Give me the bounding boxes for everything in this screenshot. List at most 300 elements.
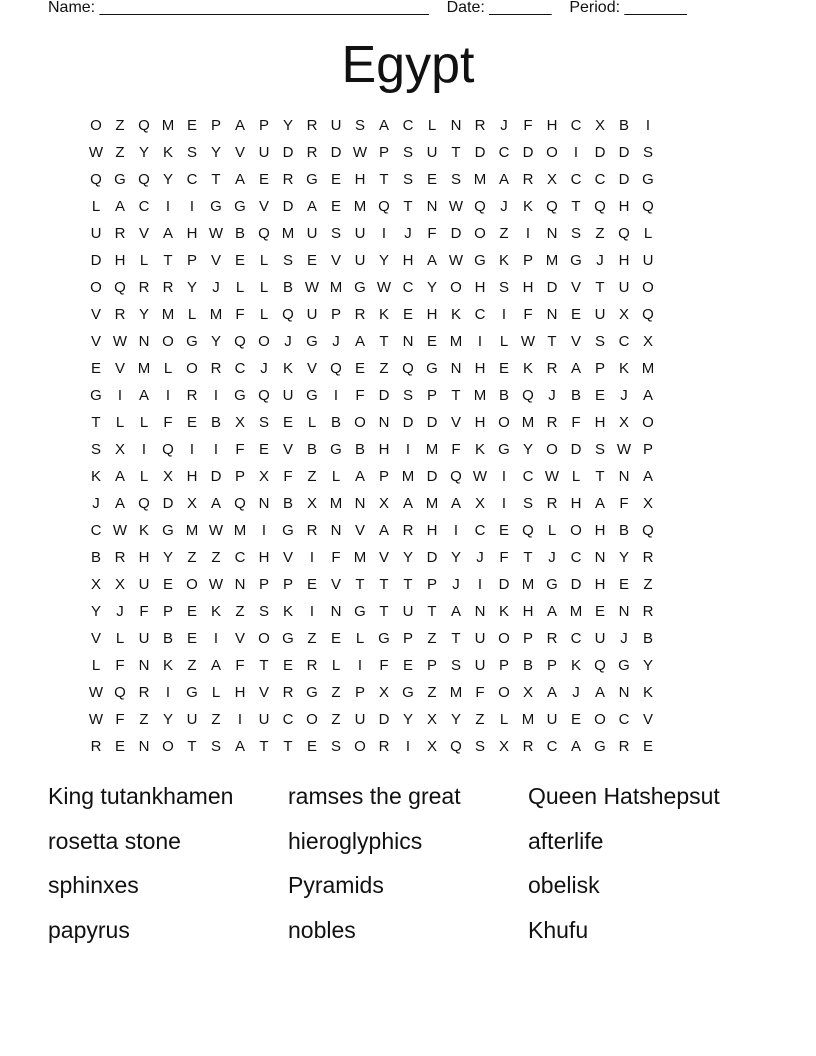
grid-letter: R (138, 279, 150, 296)
grid-letter: D (570, 441, 582, 458)
grid-letter: I (189, 441, 195, 458)
grid-letter: T (163, 252, 173, 269)
grid-letter: D (618, 171, 630, 188)
word-list-item: Khufu (528, 916, 589, 943)
grid-letter: H (594, 414, 606, 431)
grid-row (84, 517, 732, 544)
grid-letter: P (282, 576, 293, 593)
grid-letter: T (259, 657, 269, 674)
grid-letter: A (354, 468, 365, 485)
grid-letter: M (233, 522, 247, 539)
grid-letter: L (259, 279, 269, 296)
grid-letter: Z (115, 144, 125, 161)
grid-letter: Y (402, 711, 413, 728)
grid-letter: V (306, 360, 317, 377)
grid-letter: U (258, 144, 270, 161)
grid-letter: S (210, 738, 221, 755)
grid-letter: B (570, 387, 581, 404)
grid-letter: I (645, 117, 651, 134)
grid-letter: Z (235, 603, 245, 620)
grid-letter: A (642, 468, 653, 485)
grid-letter: R (378, 738, 390, 755)
grid-letter: A (234, 738, 245, 755)
grid-letter: U (354, 711, 366, 728)
grid-letter: E (426, 333, 437, 350)
grid-row (84, 544, 732, 571)
grid-letter: Z (475, 711, 485, 728)
grid-letter: K (378, 306, 389, 323)
grid-letter: Z (211, 711, 221, 728)
grid-letter: P (522, 630, 533, 647)
grid-letter: B (618, 117, 629, 134)
grid-letter: S (450, 171, 461, 188)
word-list-item: obelisk (528, 872, 600, 898)
grid-letter: B (618, 522, 629, 539)
grid-letter: C (282, 711, 294, 728)
grid-letter: F (163, 414, 173, 431)
grid-letter: A (450, 495, 461, 512)
grid-letter: S (90, 441, 101, 458)
grid-letter: H (618, 252, 630, 269)
grid-letter: V (258, 198, 269, 215)
grid-letter: C (402, 117, 414, 134)
grid-letter: V (258, 684, 269, 701)
grid-letter: N (402, 333, 414, 350)
grid-letter: Q (378, 198, 390, 215)
grid-letter: H (114, 252, 126, 269)
grid-letter: Y (162, 711, 173, 728)
grid-letter: P (426, 576, 437, 593)
grid-letter: M (353, 198, 367, 215)
grid-letter: C (474, 306, 486, 323)
grid-letter: C (474, 522, 486, 539)
grid-letter: K (570, 657, 581, 674)
grid-row (84, 301, 732, 328)
grid-letter: Q (90, 171, 102, 188)
grid-letter: F (427, 225, 437, 242)
grid-letter: R (546, 360, 558, 377)
grid-letter: R (114, 549, 126, 566)
grid-letter: N (138, 333, 150, 350)
grid-letter: L (259, 306, 269, 323)
grid-letter: O (354, 414, 366, 431)
grid-row (84, 274, 732, 301)
grid-letter: I (165, 684, 171, 701)
grid-letter: K (282, 360, 293, 377)
grid-letter: R (354, 306, 366, 323)
grid-letter: T (259, 738, 269, 755)
grid-letter: A (114, 495, 125, 512)
grid-letter: U (594, 306, 606, 323)
grid-letter: I (453, 522, 459, 539)
grid-letter: H (426, 522, 438, 539)
grid-letter: E (90, 360, 101, 377)
grid-letter: E (306, 738, 317, 755)
grid-letter: R (186, 387, 198, 404)
grid-letter: K (618, 360, 629, 377)
grid-letter: O (642, 279, 654, 296)
grid-letter: L (139, 252, 149, 269)
grid-letter: O (498, 684, 510, 701)
grid-letter: W (352, 144, 368, 161)
grid-letter: M (329, 495, 343, 512)
grid-letter: A (114, 468, 125, 485)
grid-letter: P (522, 252, 533, 269)
grid-letter: H (186, 468, 198, 485)
grid-letter: A (402, 495, 413, 512)
grid-letter: D (426, 414, 438, 431)
grid-letter: H (378, 441, 390, 458)
grid-letter: I (405, 738, 411, 755)
grid-letter: J (212, 279, 220, 296)
grid-letter: V (90, 333, 101, 350)
grid-letter: N (138, 657, 150, 674)
grid-letter: F (523, 306, 533, 323)
grid-letter: C (618, 333, 630, 350)
grid-letter: W (208, 225, 224, 242)
grid-letter: K (474, 441, 485, 458)
grid-letter: M (281, 225, 295, 242)
grid-letter: C (594, 171, 606, 188)
grid-letter: B (162, 630, 173, 647)
grid-letter: X (618, 306, 629, 323)
grid-letter: Q (642, 306, 654, 323)
grid-letter: E (186, 603, 197, 620)
grid-letter: P (378, 144, 389, 161)
grid-letter: Y (90, 603, 101, 620)
grid-letter: V (138, 225, 149, 242)
grid-letter: Q (162, 441, 174, 458)
grid-letter: P (258, 117, 269, 134)
grid-letter: D (402, 414, 414, 431)
grid-row (84, 355, 732, 382)
grid-letter: E (594, 603, 605, 620)
grid-letter: E (618, 576, 629, 593)
grid-letter: Y (162, 549, 173, 566)
grid-letter: Q (450, 468, 462, 485)
grid-letter: M (329, 279, 343, 296)
grid-letter: H (402, 252, 414, 269)
grid-letter: Q (282, 306, 294, 323)
grid-letter: I (141, 441, 147, 458)
grid-letter: Z (331, 711, 341, 728)
grid-letter: J (404, 225, 412, 242)
grid-letter: L (307, 414, 317, 431)
grid-letter: Q (522, 387, 534, 404)
grid-letter: Q (642, 198, 654, 215)
grid-letter: G (90, 387, 102, 404)
grid-letter: T (427, 603, 437, 620)
grid-letter: X (306, 495, 317, 512)
grid-letter: B (330, 414, 341, 431)
grid-letter: O (90, 117, 102, 134)
grid-letter: Z (427, 630, 437, 647)
grid-letter: B (234, 225, 245, 242)
grid-letter: G (594, 738, 606, 755)
grid-letter: W (616, 441, 632, 458)
grid-letter: L (499, 711, 509, 728)
grid-letter: D (282, 144, 294, 161)
grid-letter: G (114, 171, 126, 188)
grid-letter: L (571, 468, 581, 485)
grid-letter: Y (450, 711, 461, 728)
grid-letter: G (378, 630, 390, 647)
grid-letter: P (378, 468, 389, 485)
grid-letter: F (115, 657, 125, 674)
grid-letter: G (498, 441, 510, 458)
grid-letter: N (618, 603, 630, 620)
word-list-item: Pyramids (288, 872, 384, 898)
grid-letter: T (451, 630, 461, 647)
grid-letter: M (401, 468, 415, 485)
grid-row (84, 571, 732, 598)
letter-grid (84, 112, 732, 760)
grid-letter: D (546, 279, 558, 296)
word-list-item: afterlife (528, 827, 604, 854)
grid-letter: K (498, 252, 509, 269)
grid-letter: L (211, 684, 221, 701)
grid-letter: M (545, 252, 559, 269)
grid-letter: P (354, 684, 365, 701)
grid-letter: Y (138, 306, 149, 323)
grid-letter: U (306, 225, 318, 242)
grid-letter: X (594, 117, 605, 134)
grid-letter: R (546, 495, 558, 512)
grid-letter: P (330, 306, 341, 323)
grid-letter: U (186, 711, 198, 728)
grid-letter: N (138, 738, 150, 755)
grid-letter: X (522, 684, 533, 701)
grid-letter: H (426, 306, 438, 323)
grid-letter: G (354, 603, 366, 620)
grid-letter: I (213, 441, 219, 458)
grid-letter: D (330, 144, 342, 161)
grid-letter: O (450, 279, 462, 296)
grid-letter: E (186, 117, 197, 134)
grid-letter: M (569, 603, 583, 620)
grid-letter: V (354, 522, 365, 539)
grid-letter: T (523, 549, 533, 566)
grid-letter: D (90, 252, 102, 269)
grid-letter: Z (139, 711, 149, 728)
grid-letter: U (642, 252, 654, 269)
grid-letter: K (642, 684, 653, 701)
grid-letter: T (187, 738, 197, 755)
grid-letter: W (544, 468, 560, 485)
grid-letter: S (450, 657, 461, 674)
grid-letter: B (498, 387, 509, 404)
grid-letter: I (477, 576, 483, 593)
grid-letter: U (474, 630, 486, 647)
grid-letter: M (473, 171, 487, 188)
grid-letter: A (570, 738, 581, 755)
grid-letter: R (642, 549, 654, 566)
grid-letter: D (450, 225, 462, 242)
grid-letter: N (378, 414, 390, 431)
grid-letter: B (306, 441, 317, 458)
grid-letter: F (379, 657, 389, 674)
grid-letter: O (186, 360, 198, 377)
grid-letter: Q (594, 657, 606, 674)
grid-letter: C (570, 117, 582, 134)
grid-letter: F (571, 414, 581, 431)
grid-letter: I (333, 387, 339, 404)
grid-letter: I (165, 387, 171, 404)
grid-letter: S (402, 144, 413, 161)
grid-letter: I (165, 198, 171, 215)
grid-letter: X (474, 495, 485, 512)
grid-letter: S (258, 603, 269, 620)
grid-letter: C (546, 738, 558, 755)
word-list-row (48, 823, 768, 868)
grid-letter: R (642, 603, 654, 620)
grid-letter: G (402, 684, 414, 701)
grid-letter: H (138, 549, 150, 566)
grid-letter: D (378, 387, 390, 404)
grid-letter: T (379, 603, 389, 620)
grid-letter: H (186, 225, 198, 242)
grid-letter: A (642, 387, 653, 404)
grid-row (84, 328, 732, 355)
grid-letter: T (451, 144, 461, 161)
grid-letter: C (234, 549, 246, 566)
grid-letter: A (378, 117, 389, 134)
word-list-item: rosetta stone (48, 827, 181, 854)
grid-letter: R (306, 657, 318, 674)
grid-letter: X (426, 711, 437, 728)
grid-letter: O (258, 630, 270, 647)
grid-letter: N (330, 603, 342, 620)
grid-letter: U (258, 711, 270, 728)
grid-letter: U (354, 252, 366, 269)
grid-letter: M (425, 495, 439, 512)
grid-letter: R (114, 225, 126, 242)
grid-letter: W (112, 522, 128, 539)
grid-letter: J (500, 198, 508, 215)
grid-letter: T (283, 738, 293, 755)
grid-letter: V (234, 630, 245, 647)
grid-letter: X (186, 495, 197, 512)
grid-letter: E (114, 738, 125, 755)
grid-letter: I (405, 441, 411, 458)
grid-letter: C (522, 468, 534, 485)
grid-letter: W (520, 333, 536, 350)
grid-letter: O (186, 576, 198, 593)
grid-letter: G (210, 198, 222, 215)
grid-letter: F (475, 684, 485, 701)
grid-letter: G (162, 522, 174, 539)
grid-letter: A (570, 360, 581, 377)
grid-letter: V (570, 333, 581, 350)
grid-letter: D (522, 144, 534, 161)
grid-letter: I (573, 144, 579, 161)
grid-letter: Z (595, 225, 605, 242)
grid-letter: P (234, 468, 245, 485)
grid-letter: L (643, 225, 653, 242)
grid-letter: N (546, 225, 558, 242)
grid-letter: X (378, 495, 389, 512)
grid-letter: F (235, 306, 245, 323)
grid-letter: Y (186, 279, 197, 296)
grid-letter: G (282, 630, 294, 647)
grid-letter: E (330, 198, 341, 215)
grid-letter: A (354, 333, 365, 350)
grid-letter: S (354, 117, 365, 134)
grid-letter: Q (114, 279, 126, 296)
grid-letter: N (426, 198, 438, 215)
grid-letter: L (235, 279, 245, 296)
grid-letter: D (570, 576, 582, 593)
grid-letter: Y (426, 279, 437, 296)
grid-letter: C (186, 171, 198, 188)
grid-letter: Z (211, 549, 221, 566)
grid-letter: X (642, 495, 653, 512)
grid-letter: V (282, 549, 293, 566)
grid-letter: F (523, 117, 533, 134)
grid-letter: Q (114, 684, 126, 701)
grid-letter: V (210, 252, 221, 269)
grid-letter: E (162, 576, 173, 593)
grid-letter: X (618, 414, 629, 431)
grid-letter: M (161, 117, 175, 134)
grid-letter: C (570, 171, 582, 188)
grid-letter: X (498, 738, 509, 755)
grid-letter: F (331, 549, 341, 566)
grid-letter: O (354, 738, 366, 755)
grid-letter: A (546, 684, 557, 701)
grid-letter: O (90, 279, 102, 296)
grid-letter: H (354, 171, 366, 188)
grid-letter: M (521, 711, 535, 728)
grid-letter: W (376, 279, 392, 296)
grid-row (84, 436, 732, 463)
grid-letter: G (234, 387, 246, 404)
grid-row (84, 733, 732, 760)
grid-letter: U (306, 306, 318, 323)
grid-letter: J (548, 549, 556, 566)
grid-letter: L (427, 117, 437, 134)
grid-letter: M (641, 360, 655, 377)
grid-letter: R (162, 279, 174, 296)
grid-letter: D (474, 144, 486, 161)
grid-letter: L (115, 414, 125, 431)
grid-letter: U (594, 630, 606, 647)
grid-letter: T (91, 414, 101, 431)
grid-letter: R (282, 684, 294, 701)
grid-letter: I (477, 333, 483, 350)
grid-letter: Z (307, 630, 317, 647)
grid-letter: U (90, 225, 102, 242)
grid-letter: I (309, 549, 315, 566)
grid-letter: D (618, 144, 630, 161)
grid-letter: E (642, 738, 653, 755)
grid-letter: T (211, 171, 221, 188)
grid-letter: M (209, 306, 223, 323)
grid-letter: F (115, 711, 125, 728)
grid-letter: B (282, 279, 293, 296)
grid-row (84, 598, 732, 625)
grid-letter: F (283, 468, 293, 485)
grid-letter: C (402, 279, 414, 296)
word-list-item: King tutankhamen (48, 783, 234, 809)
grid-letter: D (426, 468, 438, 485)
grid-letter: N (618, 684, 630, 701)
grid-letter: N (354, 495, 366, 512)
grid-letter: I (357, 657, 363, 674)
grid-letter: R (306, 522, 318, 539)
grid-letter: Q (642, 522, 654, 539)
grid-letter: N (330, 522, 342, 539)
